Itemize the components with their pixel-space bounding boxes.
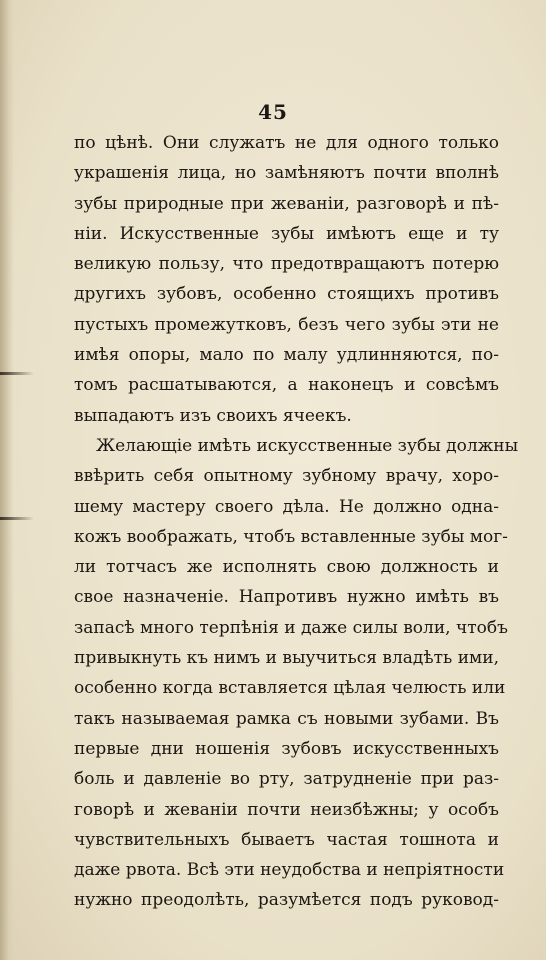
text-line: томъ расшатываются, а наконецъ и совсѣмъ	[74, 375, 499, 396]
text-line: кожъ воображать, чтобъ вставленные зубы мог-	[74, 526, 508, 547]
text-line: даже рвота. Всѣ эти неудобства и непріятности	[74, 860, 505, 881]
paragraph-start-line: Желающіе имѣть искусственные зубы должны	[96, 435, 519, 456]
text-line: запасѣ много терпѣнія и даже силы воли, чтобъ	[74, 617, 508, 638]
text-line: говорѣ и жеваніи почти неизбѣжны; у особъ	[74, 799, 499, 820]
margin-mark	[0, 517, 34, 520]
text-line: такъ называемая рамка съ новыми зубами. Въ	[74, 708, 499, 729]
text-line: пустыхъ промежутковъ, безъ чего зубы эти не	[74, 314, 499, 335]
page-number: 45	[258, 100, 288, 124]
text-line: шему мастеру своего дѣла. Не должно одна-	[74, 496, 499, 517]
text-line: ніи. Искусственные зубы имѣютъ еще и ту	[74, 223, 499, 244]
text-line: чувствительныхъ бываетъ частая тошнота и	[74, 829, 499, 850]
text-line: украшенія лица, но замѣняютъ почти вполнѣ	[74, 163, 499, 184]
text-line: боль и давленіе во рту, затрудненіе при раз-	[74, 769, 499, 790]
body-text	[74, 128, 519, 916]
text-line: по цѣнѣ. Они служатъ не для одного только	[74, 133, 499, 153]
text-line: ввѣрить себя опытному зубному врачу, хоро-	[74, 466, 499, 487]
margin-mark	[0, 372, 34, 375]
text-line: привыкнуть къ нимъ и выучиться владѣть ими,	[74, 648, 499, 669]
text-line: особенно когда вставляется цѣлая челюсть или	[74, 678, 506, 699]
text-line: свое назначеніе. Напротивъ нужно имѣть въ	[74, 587, 499, 608]
text-line: ли тотчасъ же исполнять свою должность и	[74, 557, 499, 578]
text-line: зубы природные при жеваніи, разговорѣ и пѣ-	[74, 193, 499, 214]
page-gutter	[0, 0, 14, 960]
paragraph-end-line: выпадаютъ изъ своихъ ячеекъ.	[74, 405, 352, 426]
text-line: великую пользу, что предотвращаютъ потерю	[74, 254, 499, 275]
text-line: первые дни ношенія зубовъ искусственныхъ	[74, 738, 499, 759]
text-line: другихъ зубовъ, особенно стоящихъ противъ	[74, 284, 499, 305]
text-line: имѣя опоры, мало по малу удлинняются, по-	[74, 345, 499, 366]
text-line: нужно преодолѣть, разумѣется подъ руковод-	[74, 890, 499, 911]
